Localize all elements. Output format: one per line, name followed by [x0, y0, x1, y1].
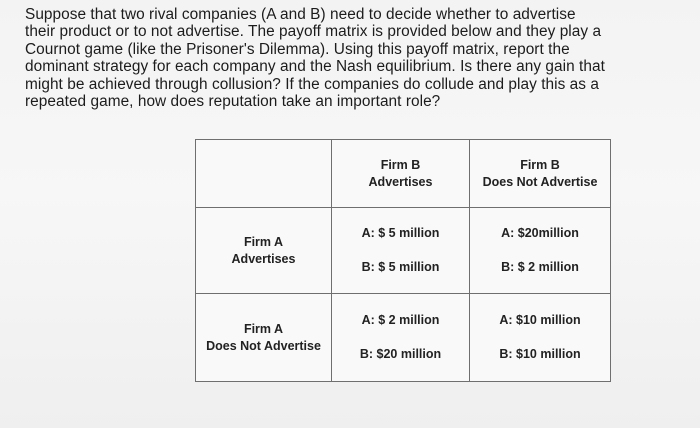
- payoff-cell: [470, 294, 611, 382]
- question-line: Cournot game (like the Prisoner's Dilemma). Using this payoff matrix, report the: [25, 40, 570, 58]
- payoff-matrix: [195, 139, 611, 382]
- question-line: might be achieved through collusion? If the companies do collude and play this as a: [25, 75, 599, 93]
- row-firm-name: Firm A: [243, 321, 284, 336]
- header-firm-b-not-advertise: [470, 140, 611, 208]
- payoff-cell: [332, 294, 470, 382]
- question-line: their product or to not advertise. The payoff matrix is provided below and they play a: [25, 23, 602, 41]
- header-firm-name: Firm B: [520, 157, 560, 172]
- payoff-cell: [332, 208, 470, 294]
- row-label-firm-a-not-advertise: [196, 294, 332, 382]
- header-strategy: Does Not Advertise: [482, 174, 598, 189]
- payoff-a: A: $10 million: [499, 313, 581, 327]
- payoff-a: A: $ 2 million: [361, 313, 440, 327]
- matrix-header-row: [196, 140, 611, 208]
- question-line: Suppose that two rival companies (A and B) need to decide whether to advertise: [25, 6, 576, 23]
- matrix-row-firm-a-advertises: [196, 208, 611, 294]
- header-firm-name: Firm B: [380, 157, 421, 172]
- payoff-cell: [470, 208, 611, 294]
- row-firm-name: Firm A: [243, 234, 284, 249]
- header-strategy: Advertises: [368, 174, 433, 189]
- row-strategy: Advertises: [231, 251, 296, 266]
- payoff-b: B: $ 5 million: [361, 260, 440, 274]
- payoff-a: A: $20million: [501, 226, 579, 240]
- question-line: repeated game, how does reputation take an important role?: [25, 93, 441, 111]
- row-strategy: Does Not Advertise: [206, 338, 321, 353]
- payoff-a: A: $ 5 million: [361, 226, 440, 240]
- header-firm-b-advertises: [332, 140, 470, 208]
- payoff-b: B: $20 million: [359, 347, 442, 361]
- payoff-b: B: $ 2 million: [501, 260, 579, 274]
- row-label-firm-a-advertises: [196, 208, 332, 294]
- matrix-row-firm-a-not-advertise: [196, 294, 611, 382]
- question-line: dominant strategy for each company and the Nash equilibrium. Is there any gain that: [25, 58, 605, 76]
- matrix-corner-cell: [196, 140, 332, 208]
- question-text: [25, 6, 685, 110]
- payoff-b: B: $10 million: [499, 347, 581, 361]
